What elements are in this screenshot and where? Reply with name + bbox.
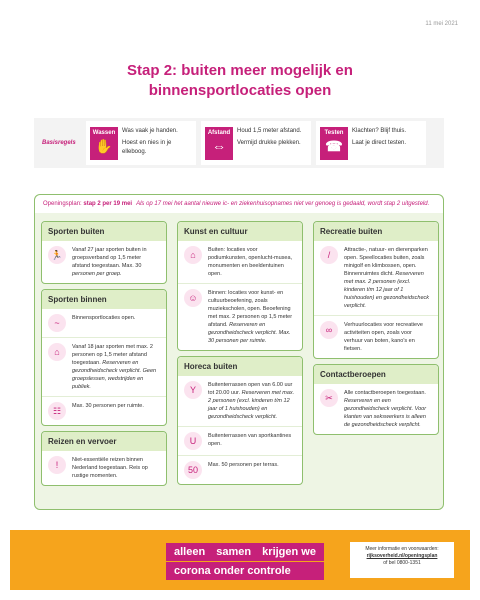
section-kunst-en-cultuur: Kunst en cultuur ⌂ Buiten: locaties voor podiumkunsten, openlucht-musea, monumenten en beeldentuinen open. ☺ Binnen: locaties voor kunst- en cultuurbeoefening, zoals muziekscholen, open. Beoefening met max. 2 personen op 1,5 meter afstand. Reserveren en gezondheidscheck verplicht. Max. 30 personen per ruimte. <box>177 221 303 351</box>
column-1 <box>41 221 167 491</box>
alert-icon: ! <box>48 456 66 474</box>
basisregels-bar <box>34 118 444 168</box>
distance-icon: ⇔ <box>212 138 226 154</box>
hands-wash-icon: ✋ <box>95 138 113 154</box>
info-link[interactable]: rijksoverheid.nl/openingsplan <box>366 553 438 559</box>
basisregels-label: Basisregels <box>42 140 76 146</box>
section-contactberoepen: Contactberoepen ✂ Alle contactberoepen toegestaan. Reserveren en een gezondheidscheck verplicht. Voor klanten van sekswerkers is alleen de gezondheidscheck verplicht. <box>313 364 439 435</box>
building-icon: ⌂ <box>48 343 66 361</box>
museum-icon: ⌂ <box>184 246 202 264</box>
runner-icon: 🏃 <box>48 246 66 264</box>
section-sporten-buiten: Sporten buiten 🏃 Vanaf 27 jaar sporten buiten in groepsverband op 1,5 meter afstand toegestaan. Max. 30 personen per groep. <box>41 221 167 284</box>
bicycle-icon: ∞ <box>320 321 338 339</box>
section-sporten-binnen: Sporten binnen ~ Binnensportlocaties open. ⌂ Vanaf 18 jaar sporten met max. 2 personen op 1,5 meter afstand toegestaan. Reserveren en gezondheidscheck verplicht. Geen groepslessen, wedstrijden en publiek. ☷ Max. 30 personen per ruimte. <box>41 289 167 426</box>
rule-afstand: Afstand ⇔ Houd 1,5 meter afstand. Vermijd drukke plekken. <box>201 121 311 165</box>
section-horeca-buiten: Horeca buiten Y Buitenterrassen open van 6.00 uur tot 20.00 uur. Reserveren met max. 2 personen (excl. kinderen t/m 12 jaar of 1 huishouden) en gezondheidscheck verplicht. U Buitenterrassen van sportkantines open. 50 Max. 50 personen per terras. <box>177 356 303 485</box>
document-date: 11 mei 2021 <box>425 21 458 27</box>
slide-icon: / <box>320 246 338 264</box>
test-icon: ☎ <box>325 138 343 154</box>
openingsplan-panel <box>34 194 444 510</box>
glass-icon: Y <box>184 381 202 399</box>
column-2 <box>177 221 303 490</box>
fifty-icon: 50 <box>184 461 202 479</box>
rule-testen: Testen ☎ Klachten? Blijf thuis. Laat je direct testen. <box>316 121 426 165</box>
people-icon: ☷ <box>48 402 66 420</box>
section-reizen-en-vervoer: Reizen en vervoer ! Niet-essentiële reizen binnen Nederland toegestaan. Reis op rustige momenten. <box>41 431 167 486</box>
page-title: Stap 2: buiten meer mogelijk en binnensportlocaties open <box>127 62 353 99</box>
column-3 <box>313 221 439 440</box>
cup-icon: U <box>184 432 202 450</box>
rule-wassen: Wassen ✋ Was vaak je handen. Hoest en nies in je elleboog. <box>86 121 196 165</box>
swimmer-icon: ~ <box>48 314 66 332</box>
openingsplan-header: Openingsplan: stap 2 per 19 mei Als op 17 mei het aantal nieuwe ic- en ziekenhuisopnames niet ver genoeg is gedaald, wordt stap 2 uitgesteld. <box>35 195 443 213</box>
section-recreatie-buiten: Recreatie buiten / Attractie-, natuur- en dierenparken open. Speellocaties buiten, zoals minigolf en klimbossen, open. Binnenruimtes dicht. Reserveren met max. 2 personen (excl. kinderen t/m 12 jaar of 1 huishouden) en gezondheidscheck verplicht. ∞ Verhuurlocaties voor recreatieve activiteiten open, zoals voor verhuur van boten, kano's en fietsen. <box>313 221 439 359</box>
hairdresser-icon: ✂ <box>320 389 338 407</box>
info-box: Meer informatie en voorwaarden: rijksoverheid.nl/openingsplan of bel 0800-1351 <box>350 542 454 578</box>
slogan: alleen samen krijgen we corona onder controle <box>166 542 324 581</box>
theater-masks-icon: ☺ <box>184 289 202 307</box>
